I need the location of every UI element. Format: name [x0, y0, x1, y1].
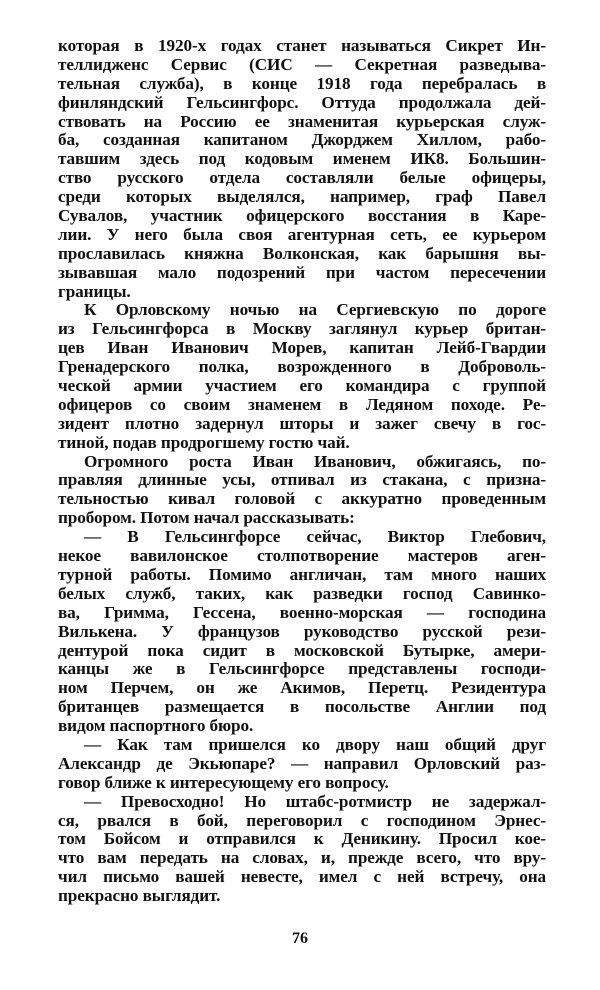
text-line: дентурой пока сидит в московской Бутырке, амери-: [58, 640, 546, 660]
text-line: Гренадерского полка, возрожденного в Доброволь-: [58, 357, 546, 377]
text-line: теллидженс Сервис (СИС — Секретная разведыва-: [58, 54, 546, 74]
paragraph: [58, 301, 546, 452]
text-line: тельностью кивал головой с аккуратно проведенным: [58, 489, 546, 509]
text-line: правляя длинные усы, отпивал из стакана, с призна-: [58, 470, 546, 490]
text-line: тавшим здесь под кодовым именем ИК8. Большин-: [58, 149, 546, 169]
text-line: тельная служба), в конце 1918 года перебралась в: [58, 73, 546, 93]
text-line: ческой армии участием его командира с группой: [58, 376, 546, 396]
text-line: К Орловскому ночью на Сергиевскую по дороге: [84, 300, 546, 320]
text-line: зывавшая мало подозрений при частом пересечении: [58, 262, 546, 282]
text-line: Сувалов, участник офицерского восстания в Каре-: [58, 206, 546, 226]
text-line: — В Гельсингфорсе сейчас, Виктор Глебович,: [84, 527, 546, 547]
text-line: том Бойсом и отправился к Деникину. Просил кое-: [58, 829, 546, 849]
text-line: ство русского отдела составляли белые офицеры,: [58, 168, 546, 188]
text-line: Огромного роста Иван Иванович, обжигаясь, по-: [84, 451, 546, 471]
text-line: ва, Гримма, Гессена, военно-морская — господина: [58, 602, 546, 622]
text-line: финляндский Гельсингфорс. Оттуда продолжала дей-: [58, 92, 546, 112]
text-line: канцы же в Гельсингфорсе представлены господи-: [58, 659, 546, 679]
text-line: лии. У него была своя агентурная сеть, ее курьером: [58, 224, 546, 244]
text-line: ном Перчем, он же Акимов, Перетц. Резидентура: [58, 678, 546, 698]
text-line: белых служб, таких, как разведки господ Савинко-: [58, 583, 546, 603]
paragraph: [58, 793, 546, 906]
page-body-text: [58, 37, 546, 906]
text-line: пробором. Потом начал рассказывать:: [58, 508, 355, 528]
text-line: которая в 1920-х годах станет называться Сикрет Ин-: [58, 36, 546, 55]
text-line: ся, рвался в бой, переговорил с господином Эрнес-: [58, 810, 546, 830]
paragraph: [58, 528, 546, 736]
text-line: Александр де Экьюпаре? — направил Орловский раз-: [58, 753, 546, 773]
text-line: границы.: [58, 281, 131, 301]
text-line: некое вавилонское столпотворение мастеров аген-: [58, 546, 546, 566]
text-line: Вилькена. У французов руководство русской рези-: [58, 621, 546, 641]
text-line: говор ближе к интересующему его вопросу.: [58, 772, 389, 792]
text-line: цев Иван Иванович Морев, капитан Лейб-Гвардии: [58, 338, 546, 358]
text-line: чил письмо вашей невесте, имел с ней встречу, она: [58, 867, 546, 887]
text-line: тиной, подав продрогшему гостю чай.: [58, 432, 350, 452]
text-line: офицеров со своим знаменем в Ледяном походе. Ре-: [58, 394, 546, 414]
text-line: среди которых выделялся, например, граф Павел: [58, 187, 546, 207]
text-line: что вам передать на словах, и, прежде всего, что вру-: [58, 848, 546, 868]
text-line: прекрасно выглядит.: [58, 886, 221, 906]
paragraph: [58, 453, 546, 529]
page-number: 76: [292, 930, 308, 947]
text-line: ба, созданная капитаном Джорджем Хиллом, рабо-: [58, 130, 546, 150]
text-line: прославилась княжна Волконская, как барышня вы-: [58, 243, 546, 263]
text-line: турной работы. Помимо англичан, там много наших: [58, 564, 546, 584]
text-line: видом паспортного бюро.: [58, 716, 254, 736]
paragraph: [58, 37, 546, 301]
text-line: — Превосходно! Но штабс-ротмистр не задержал-: [84, 791, 546, 811]
text-line: зидент плотно задернул шторы и зажег свечу в гос-: [58, 413, 546, 433]
paragraph: [58, 736, 546, 793]
text-line: британцев размещается в посольстве Англии под: [58, 697, 546, 717]
text-line: ствовать на Россию ее знаменитая курьерская служ-: [58, 111, 546, 131]
text-line: из Гельсингфорса в Москву заглянул курьер британ-: [58, 319, 546, 339]
text-line: — Как там пришелся ко двору наш общий друг: [84, 734, 546, 754]
